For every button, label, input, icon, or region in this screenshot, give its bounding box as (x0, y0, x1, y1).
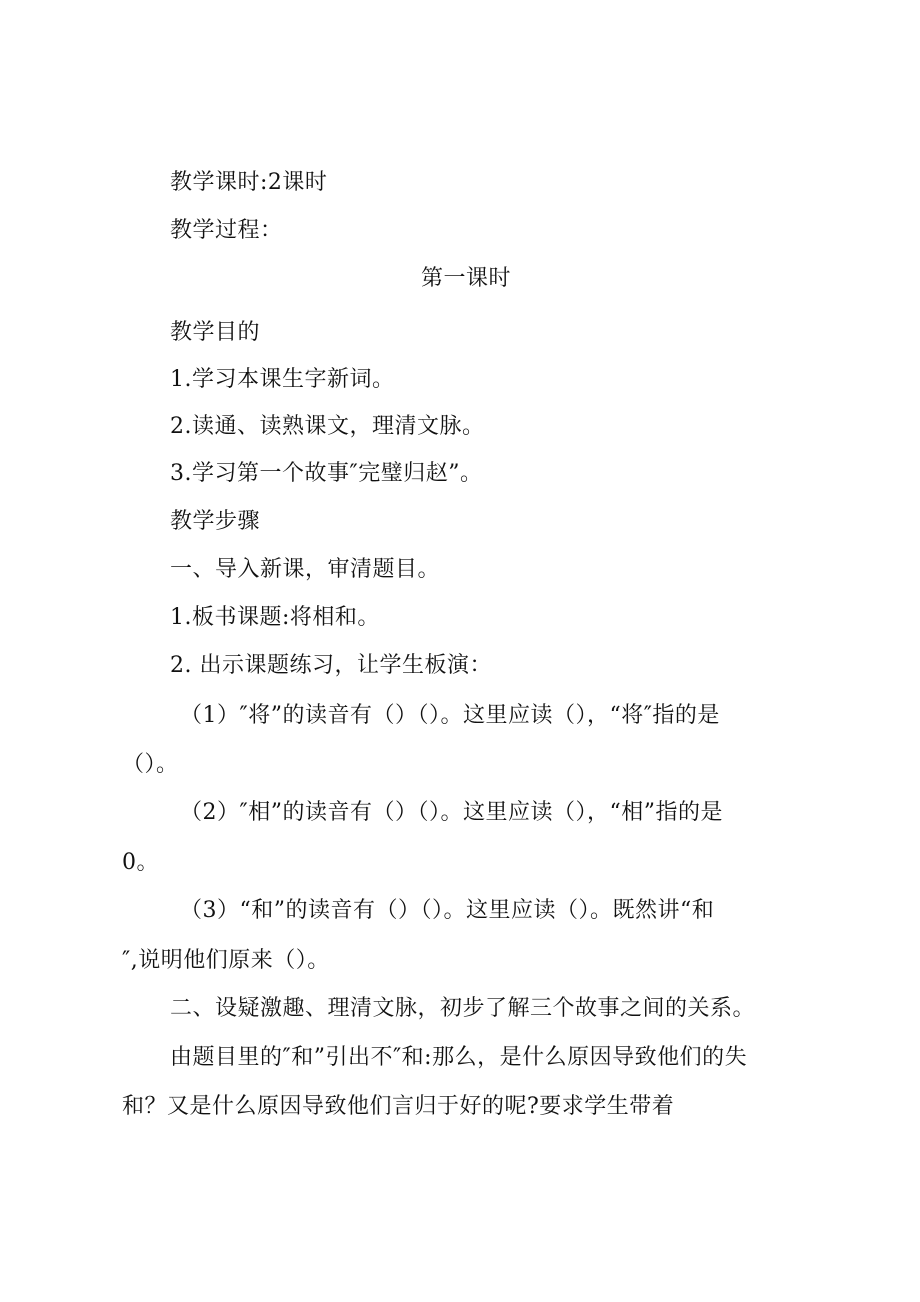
teaching-objectives-heading: 教学目的 (170, 320, 261, 345)
exercise-2-line-1: （2）″相”的读音有（）（）。这里应读（），“相”指的是 (180, 800, 723, 825)
exercise-3-line-1: （3）“和”的读音有（）（）。这里应读（）。既然讲“和 (180, 898, 715, 923)
exercise-1-line-2: （）。 (122, 752, 179, 777)
exercise-1-line-1: （1）″将”的读音有（）（）。这里应读（），“将″指的是 (180, 703, 720, 728)
step-1-item-1: 1.板书课题:将相和。 (170, 605, 380, 630)
exercise-3-line-2: ″,说明他们原来（）。 (122, 948, 330, 973)
step-1-item-2: 2. 出示课题练习，让学生板演： (170, 653, 492, 678)
paragraph-line-2: 和？又是什么原因导致他们言归于好的呢?要求学生带着 (122, 1094, 675, 1119)
teaching-steps-heading: 教学步骤 (170, 509, 261, 534)
first-lesson-title: 第一课时 (420, 266, 511, 291)
objective-2: 2.读通、读熟课文，理清文脉。 (170, 414, 485, 439)
step-1-heading: 一、导入新课，审清题目。 (170, 557, 441, 582)
step-2-heading: 二、设疑激趣、理清文脉，初步了解三个故事之间的关系。 (170, 996, 756, 1021)
teaching-process-heading: 教学过程： (170, 218, 283, 243)
exercise-2-line-2: 0。 (122, 850, 159, 875)
objective-3: 3.学习第一个故事″完璧归赵”。 (170, 461, 483, 486)
objective-1: 1.学习本课生字新词。 (170, 367, 395, 392)
paragraph-line-1: 由题目里的″和”引出不″和:那么，是什么原因导致他们的失 (170, 1045, 748, 1070)
lesson-hours: 教学课时:2课时 (170, 170, 328, 195)
